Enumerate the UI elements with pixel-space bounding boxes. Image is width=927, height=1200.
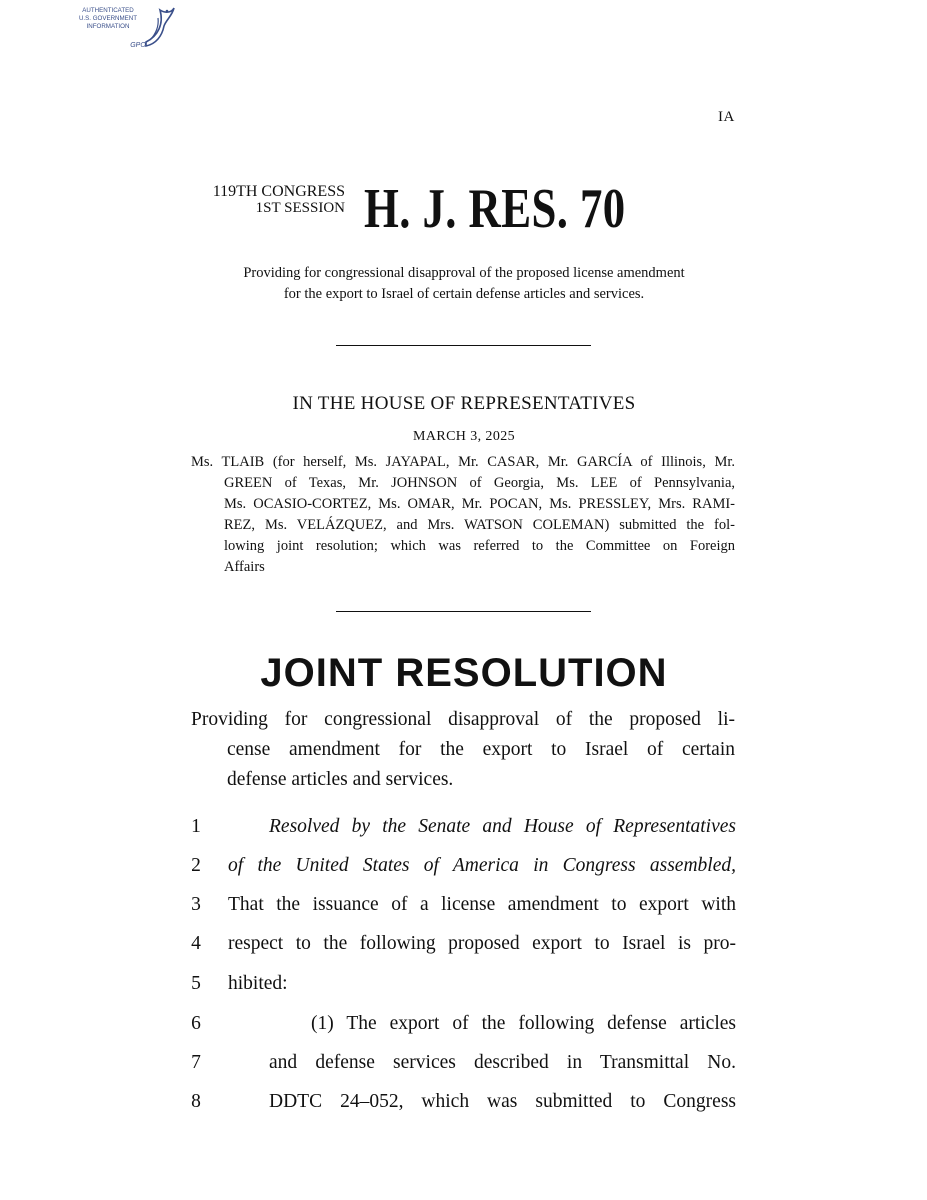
line-text: Resolved by the Senate and House of Representatives — [269, 816, 736, 837]
session: 1ST SESSION — [255, 200, 345, 216]
body-line — [180, 852, 736, 892]
introduction-date: MARCH 3, 2025 — [412, 429, 516, 444]
official-title — [191, 705, 735, 795]
body-line — [180, 970, 736, 1010]
line-text: and defense services described in Transmittal No. — [269, 1052, 736, 1073]
line-number: 8 — [191, 1091, 201, 1112]
gpo-authentication-seal — [66, 2, 178, 58]
line-text: That the issuance of a license amendment to export with — [228, 894, 736, 915]
body-line — [180, 930, 736, 970]
eagle-icon — [66, 2, 178, 58]
line-number: 2 — [191, 855, 201, 876]
seal-line-3: INFORMATION — [86, 23, 130, 30]
divider-rule — [336, 345, 591, 346]
line-text: hibited: — [228, 973, 288, 994]
body-line — [180, 1049, 736, 1089]
sponsors-line: Ms. TLAIB (for herself, Ms. JAYAPAL, Mr. CASAR, Mr. GARCÍA of Illinois, Mr. — [191, 454, 735, 470]
sponsors-paragraph — [191, 452, 735, 578]
version-code: IA — [718, 109, 735, 125]
divider-rule — [336, 611, 591, 612]
body-line — [180, 1010, 736, 1050]
line-number: 3 — [191, 894, 201, 915]
body-line — [180, 891, 736, 931]
sponsors-line: lowing joint resolution; which was referred to the Committee on Foreign — [224, 538, 735, 554]
congress-session-block — [191, 183, 345, 217]
official-title-line: Providing for congressional disapproval of the proposed li- — [191, 709, 735, 730]
short-title-line: for the export to Israel of certain defense articles and services. — [283, 286, 645, 302]
line-number: 4 — [191, 933, 201, 954]
line-number: 7 — [191, 1052, 201, 1073]
body-line — [180, 813, 736, 853]
bill-number: H. J. RES. 70 — [364, 178, 626, 240]
sponsors-line: Affairs — [224, 559, 265, 575]
body-line — [180, 1088, 736, 1128]
official-title-line: defense articles and services. — [227, 769, 454, 790]
sponsors-line: Ms. OCASIO-CORTEZ, Ms. OMAR, Mr. POCAN, Ms. PRESSLEY, Mrs. RAMI- — [224, 496, 735, 512]
congress-number: 119TH CONGRESS — [212, 183, 345, 200]
line-number: 6 — [191, 1013, 201, 1034]
sponsors-line: REZ, Ms. VELÁZQUEZ, and Mrs. WATSON COLEMAN) submitted the fol- — [224, 517, 735, 533]
seal-line-1: AUTHENTICATED — [82, 7, 134, 14]
document-type-heading: JOINT RESOLUTION — [260, 651, 668, 695]
seal-line-2: U.S. GOVERNMENT — [78, 15, 138, 22]
line-text: respect to the following proposed export to Israel is pro- — [228, 933, 736, 954]
house-heading: IN THE HOUSE OF REPRESENTATIVES — [292, 393, 636, 414]
sponsors-line: GREEN of Texas, Mr. JOHNSON of Georgia, Ms. LEE of Pennsylvania, — [224, 475, 735, 491]
line-text: DDTC 24–052, which was submitted to Congress — [269, 1091, 736, 1112]
line-number: 5 — [191, 973, 201, 994]
short-title — [180, 263, 748, 305]
line-text: (1) The export of the following defense articles — [311, 1013, 736, 1034]
line-text: of the United States of America in Congress assembled, — [228, 855, 736, 876]
line-number: 1 — [191, 816, 201, 837]
short-title-line: Providing for congressional disapproval of the proposed license amendment — [243, 265, 685, 281]
seal-mark: GPO — [130, 42, 146, 49]
official-title-line: cense amendment for the export to Israel of certain — [227, 739, 735, 760]
